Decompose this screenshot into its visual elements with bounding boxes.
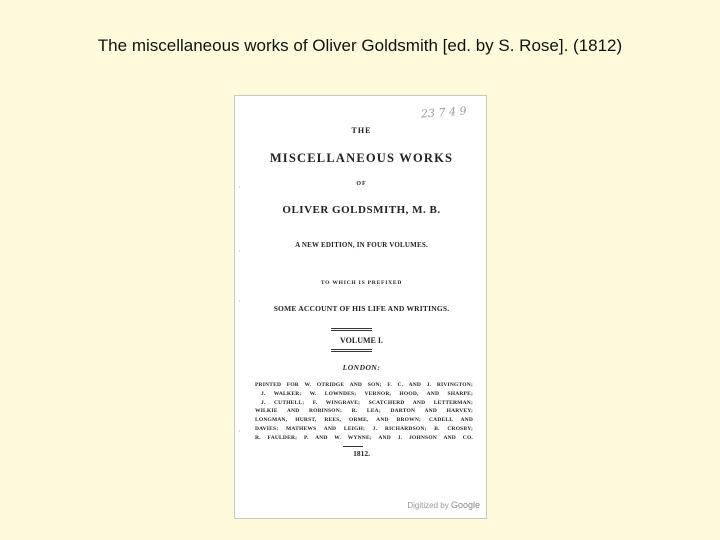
imprint-line: WILKIE AND ROBINSON; R. LEA; DARTON AND HARVEY; — [255, 408, 473, 415]
slide-title: The miscellaneous works of Oliver Goldsmith [ed. by S. Rose]. (1812) — [97, 36, 623, 55]
margin-mark: · — [238, 246, 241, 256]
margin-mark: · — [238, 296, 241, 306]
title-the: THE — [351, 126, 372, 135]
rule-bottom — [331, 349, 372, 352]
margin-mark: · — [238, 426, 241, 436]
digitized-label: Digitized by — [407, 501, 449, 510]
imprint-line: R. FAULDER; P. AND W. WYNNE; AND J. JOHNSON AND CO. — [255, 434, 473, 441]
imprint-block — [255, 381, 473, 443]
handwritten-note: 23 7 4 9 — [420, 104, 467, 121]
google-logo-text: Google — [450, 500, 480, 510]
imprint-city: LONDON: — [342, 363, 381, 372]
google-digitized-badge — [407, 500, 480, 510]
margin-mark: · — [238, 182, 241, 192]
publication-year: 1812. — [353, 449, 370, 458]
author-name: OLIVER GOLDSMITH, M. B. — [282, 204, 441, 216]
year-rule — [343, 446, 363, 447]
prefixed-line: TO WHICH IS PREFIXED — [320, 280, 403, 286]
rule-top — [331, 328, 372, 331]
volume-label: VOLUME I. — [340, 336, 383, 345]
imprint-line: J. CUTHELL; F. WINGRAVE; SCATCHERD AND LETTERMAN; — [261, 399, 473, 406]
account-line: SOME ACCOUNT OF HIS LIFE AND WRITINGS. — [273, 304, 450, 313]
imprint-line: LONGMAN, HURST, REES, ORME, AND BROWN; CADELL AND — [255, 417, 473, 424]
main-title: MISCELLANEOUS WORKS — [269, 151, 454, 165]
title-of: OF — [356, 181, 367, 187]
book-title-page — [234, 95, 487, 519]
imprint-line: DAVIES; MATHEWS AND LEIGH; J. RICHARDSON; B. CROSBY; — [255, 425, 473, 432]
imprint-line: PRINTED FOR W. OTRIDGE AND SON; F. C. AND J. RIVINGTON; — [255, 382, 473, 388]
edition-line: A NEW EDITION, IN FOUR VOLUMES. — [295, 241, 428, 249]
imprint-line: J. WALKER; W. LOWNDES; VERNOR, HOOD, AND SHARPE; — [261, 390, 473, 397]
